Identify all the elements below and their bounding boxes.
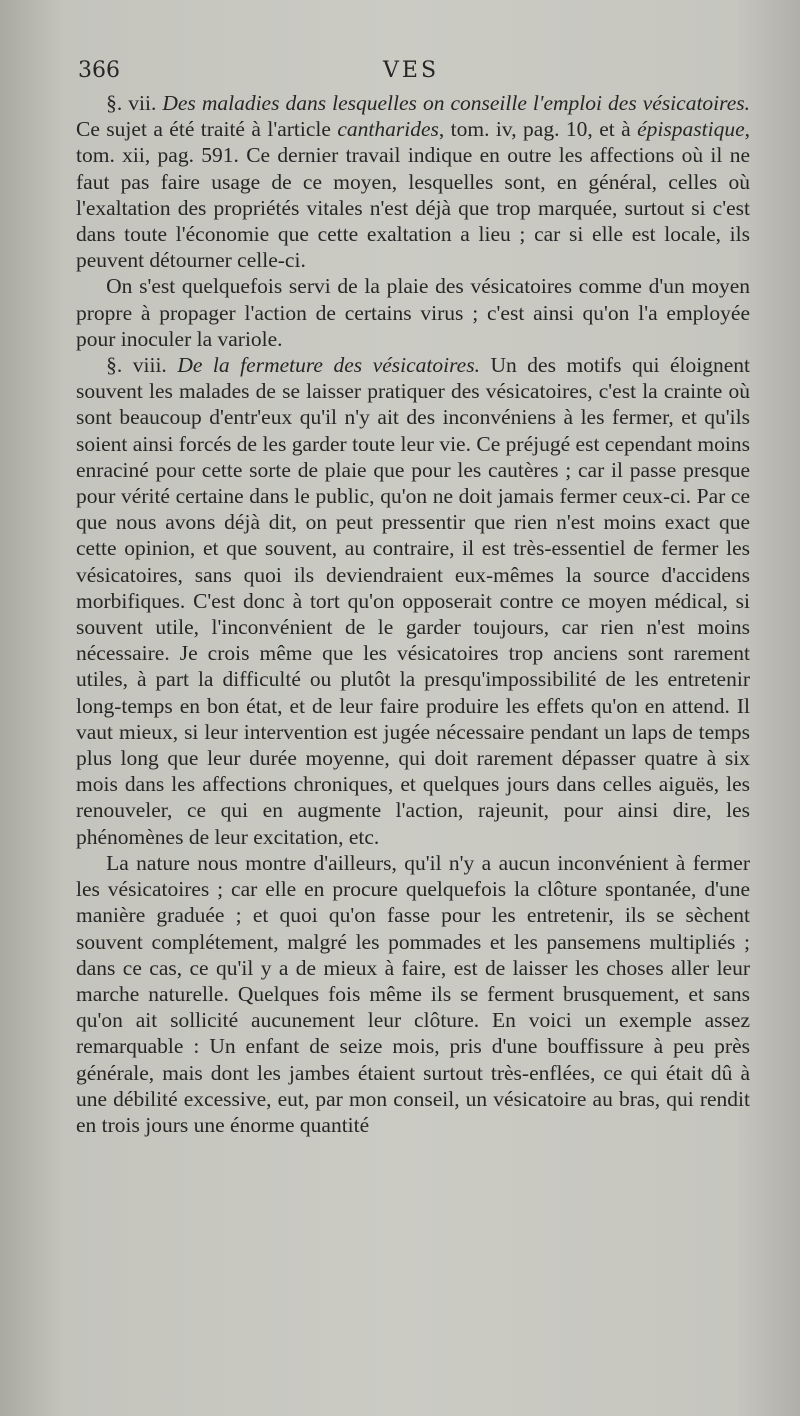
paragraph-text: Ce sujet a été traité à l'article [76, 117, 338, 142]
page-number: 366 [78, 58, 120, 83]
paragraph-text: , tom. xii, pag. 591. Ce dernier travail indique en outre les affections où il ne faut pas faire usage de ce moyen, lesquelles sont, en général, celles où l'exaltation des propriétés vitales n'est déjà que trop marquée, surtout si c'est dans toute l'économie que cette exaltation a lieu ; car si elle est locale, ils peuvent détourner celle-ci. [76, 117, 750, 273]
running-title: VES [383, 58, 440, 83]
paragraph: On s'est quelquefois servi de la plaie des vésicatoires comme d'un moyen propre à propager l'action de certains virus ; c'est ainsi qu'on l'a employée pour inoculer la variole. [76, 274, 750, 351]
paragraph: La nature nous montre d'ailleurs, qu'il n'y a aucun inconvénient à fermer les vésicatoires ; car elle en procure quelquefois la clôture spontanée, d'une manière graduée ; et quoi qu'on fasse pour les entretenir, ils se sèchent souvent complétement, malgré les pommades et les pansemens multipliés ; dans ce cas, ce qu'il y a de mieux à faire, est de laisser les choses aller leur marche naturelle. Quelques fois même ils se ferment brusquement, et sans qu'on ait sollicité aucunement leur clôture. En voici un exemple assez remarquable : Un enfant de seize mois, pris d'une bouffissure à peu près générale, mais dont les jambes étaient surtout très-enflées, ce qui était dû à une débilité excessive, eut, par mon conseil, un vésicatoire au bras, qui rendit en trois jours une énorme quantité [76, 850, 750, 1137]
page-header [78, 58, 748, 88]
section-number: §. viii. [106, 353, 167, 378]
paragraph-section-viii [76, 352, 750, 850]
paragraph-text: , tom. iv, pag. 10, et à [438, 117, 638, 142]
section-title: Des maladies dans lesquelles on conseille l'emploi des vésicatoires. [162, 91, 750, 115]
body-text [76, 90, 750, 1138]
section-title: De la fermeture des vésicatoires. [177, 353, 480, 378]
paragraph-section-vii [76, 90, 750, 273]
paragraph-text: Un des motifs qui éloignent souvent les malades de se laisser pratiquer des vésicatoires, c'est la crainte où sont beaucoup d'entr'eux qu'il n'y ait des inconvéniens à les fermer, et qu'ils soient ainsi forcés de les garder toute leur vie. Ce préjugé est cependant moins enraciné pour cette sorte de plaie que pour les cautères ; car il passe presque pour vérité certaine dans le public, qu'on ne doit jamais fermer ceux-ci. Par ce que nous avons déjà dit, on peut pressentir que rien n'est moins exact que cette opinion, et que souvent, au contraire, il est très-essentiel de fermer les vésicatoires, sans quoi ils deviendraient eux-mêmes la source d'accidens morbifiques. C'est donc à tort qu'on opposerait contre ce moyen médical, si souvent utile, l'inconvénient de le garder toujours, car rien n'est moins nécessaire. Je crois même que les vésicatoires trop anciens sont rarement utiles, à part la difficulté ou plutôt la presqu'impossibilité de les entretenir long-temps en bon état, et de leur faire produire les effets qu'on en attend. Il vaut mieux, si leur intervention est jugée nécessaire pendant un laps de temps plus long que leur durée moyenne, qui doit rarement dépasser quatre à six mois dans les affections chroniques, et quelques jours dans celles aiguës, les renouveler, ce qui en augmente l'action, rajeunit, pour ainsi dire, les phénomènes de leur excitation, etc. [76, 353, 750, 849]
section-number: §. vii. [106, 91, 157, 115]
article-reference: épispastique [637, 117, 745, 142]
article-reference: cantharides [337, 117, 439, 142]
